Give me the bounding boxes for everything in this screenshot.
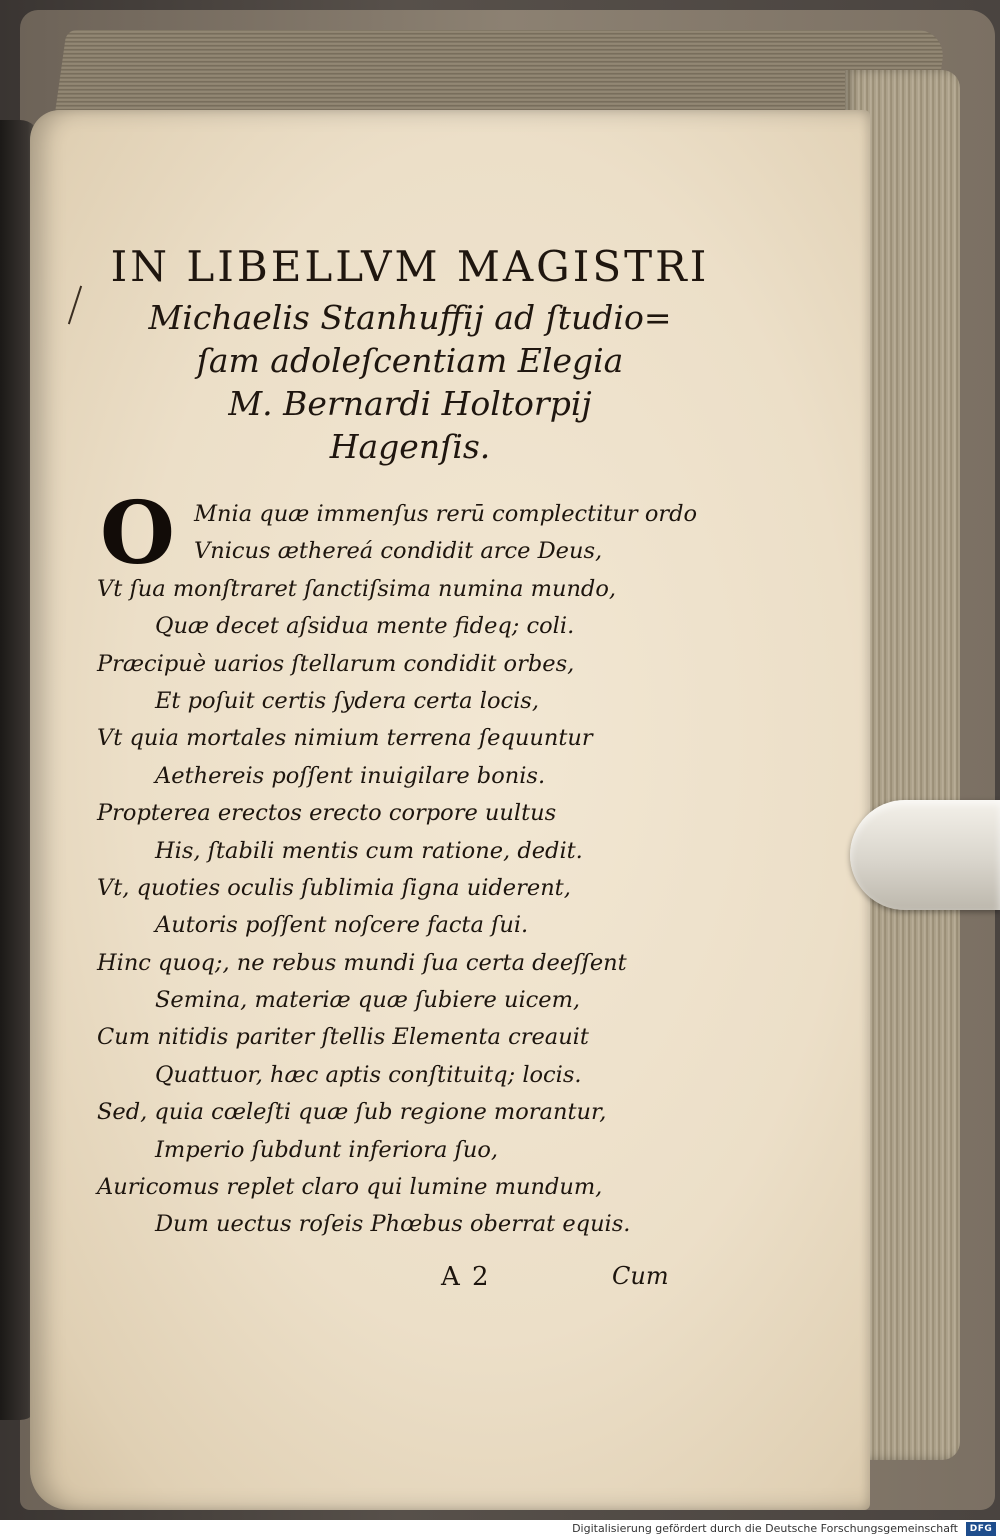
verse-line: Quattuor, hæc aptis conſtituitq; locis. (155, 1061, 582, 1088)
title-line-5: Hagenſis. (329, 427, 491, 466)
verse-line: Dum uectus roſeis Phœbus oberrat equis. (155, 1211, 631, 1238)
verse-line: Auricomus replet claro qui lumine mundum, (97, 1174, 603, 1201)
title-line-2: Michaelis Stanhuffij ad ſtudio= (148, 298, 672, 337)
verse-line: His, ſtabili mentis cum ratione, dedit. (155, 837, 583, 864)
decorated-initial: O (100, 483, 175, 584)
title-line-4: M. Bernardi Holtorpij (228, 384, 592, 423)
verse-line: Vt ſua monſtraret ſanctiſsima numina mundo, (97, 575, 617, 602)
verse-line: Vnicus æthereá condidit arce Deus, (194, 538, 603, 565)
dfg-logo: DFG (966, 1522, 996, 1536)
verse-line: Cum nitidis pariter ſtellis Elementa creauit (97, 1024, 589, 1051)
footer-credit: Digitalisierung gefördert durch die Deutsche Forschungsgemeinschaft (572, 1522, 958, 1535)
signature-mark: A 2 (441, 1262, 491, 1292)
verse-line: Autoris poſſent noſcere facta ſui. (155, 912, 529, 939)
title-line-3: ſam adoleſcentiam Elegia (196, 341, 624, 380)
verse-line: Præcipuè uarios ſtellarum condidit orbes, (97, 650, 575, 677)
verse-line: Mnia quæ immenſus rerū complectitur ordo (194, 501, 698, 527)
book-clasp (850, 800, 1000, 910)
verse-line: Sed, quia cœleſti quæ ſub regione morantur, (97, 1099, 607, 1126)
verse-line: Hinc quoq;, ne rebus mundi ſua certa deeſſent (97, 949, 627, 976)
verse-line: Propterea erectos erecto corpore uultus (97, 800, 557, 827)
verse-line: Vt, quoties oculis ſublimia ſigna uiderent, (97, 874, 571, 901)
verse-line: Aethereis poſſent inuigilare bonis. (155, 762, 546, 789)
verse-line: Semina, materiæ quæ ſubiere uicem, (155, 987, 581, 1014)
page-title (90, 238, 730, 468)
title-line-1: IN LIBELLVM MAGISTRI (110, 242, 710, 291)
verse-line: Quæ decet aſsidua mente fideq; coli. (155, 613, 575, 640)
poem-text (97, 483, 698, 1244)
verse-line: Vt quia mortales nimium terrena ſequuntur (97, 725, 593, 752)
verse-line: Et poſuit certis ſydera certa locis, (155, 687, 539, 714)
catchword: Cum (612, 1262, 669, 1290)
verse-line: Imperio ſubdunt inferiora ſuo, (155, 1136, 499, 1163)
